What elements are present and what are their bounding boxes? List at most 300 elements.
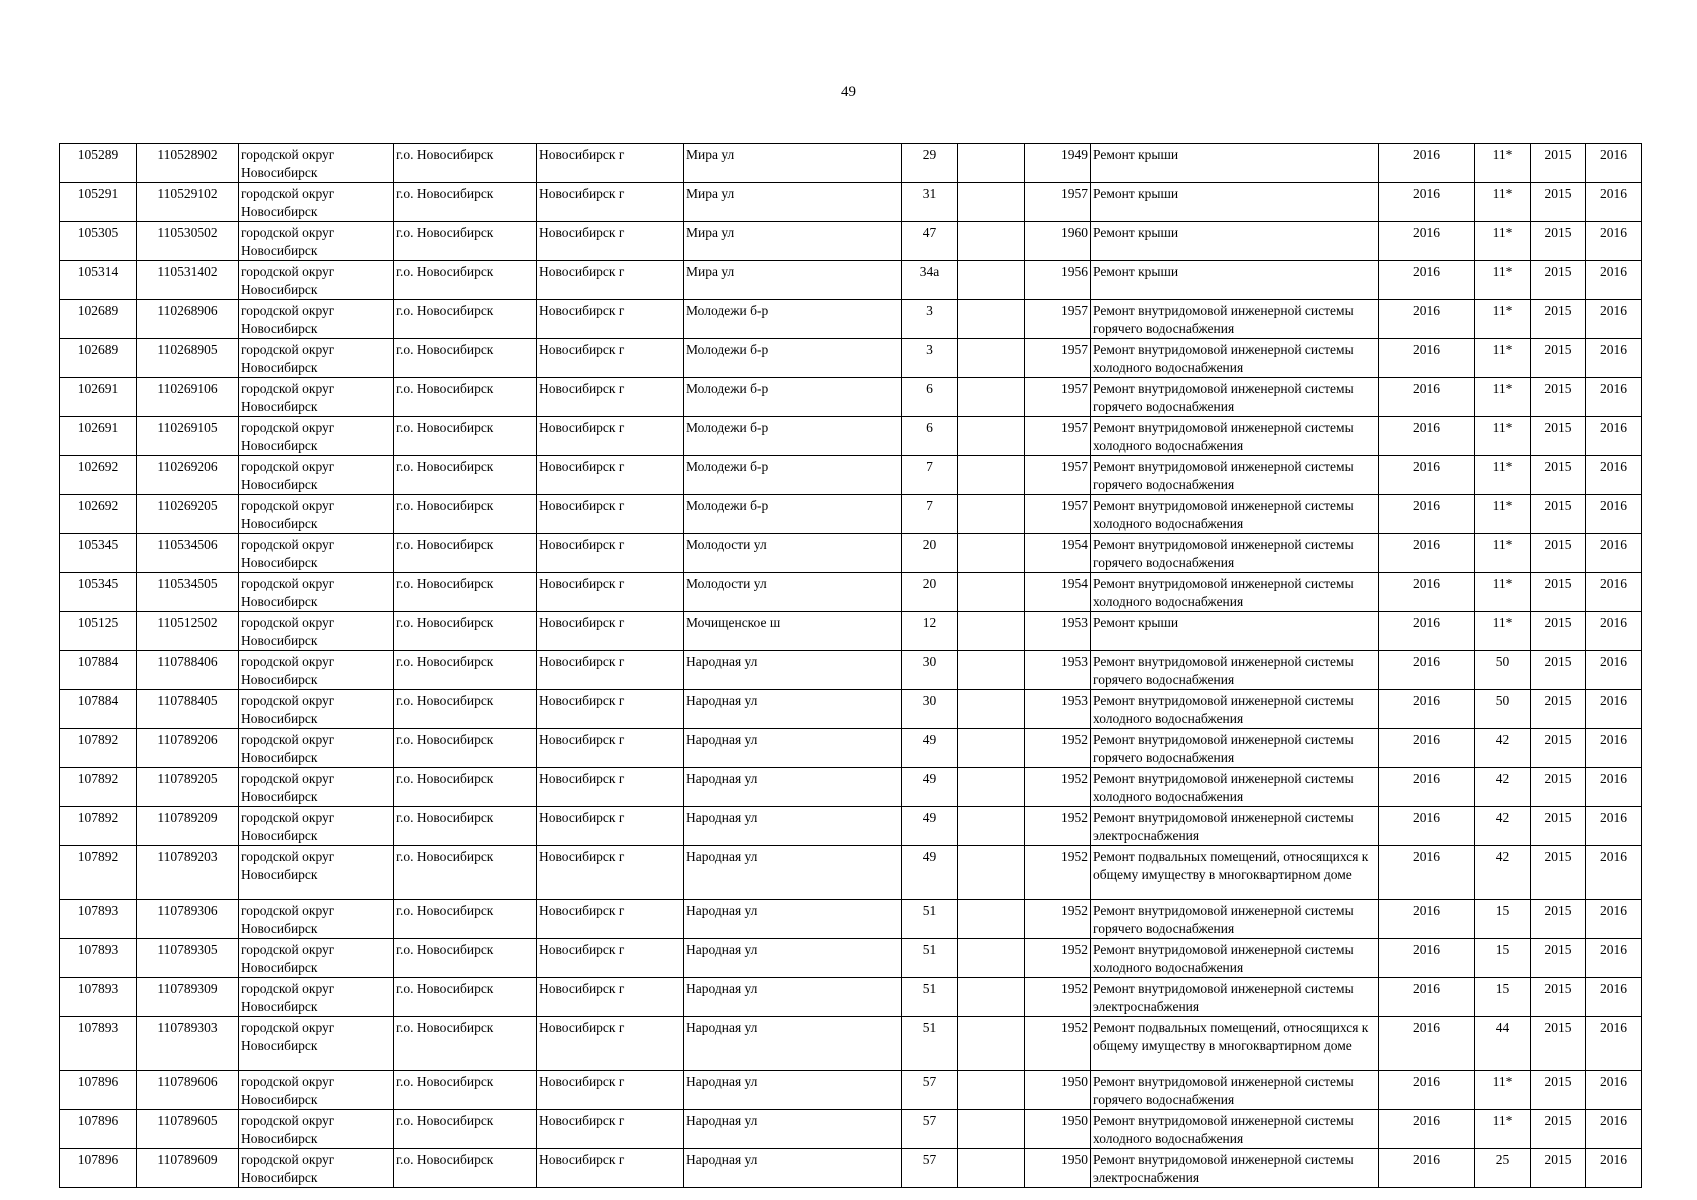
number-cell: 11* <box>1475 339 1531 378</box>
street-cell: Молодежи б-р <box>684 495 902 534</box>
work-code-cell: 110788405 <box>137 690 239 729</box>
building-cell <box>958 339 1025 378</box>
work-code-cell: 110269105 <box>137 417 239 456</box>
municipality-cell: г.о. Новосибирск <box>394 978 537 1017</box>
work-code-cell: 110529102 <box>137 183 239 222</box>
street-cell: Молодежи б-р <box>684 300 902 339</box>
plan-year-cell: 2016 <box>1379 456 1475 495</box>
municipal-district-cell: городской округ Новосибирск <box>239 1017 394 1071</box>
object-id-cell: 107884 <box>60 690 137 729</box>
street-cell: Мочищенское ш <box>684 612 902 651</box>
city-cell: Новосибирск г <box>537 378 684 417</box>
number-cell: 11* <box>1475 417 1531 456</box>
period-start-cell: 2015 <box>1531 300 1586 339</box>
table-row <box>60 378 1642 417</box>
work-code-cell: 110269106 <box>137 378 239 417</box>
period-end-cell: 2016 <box>1586 573 1642 612</box>
construction-year-cell: 1952 <box>1025 939 1091 978</box>
period-start-cell: 2015 <box>1531 612 1586 651</box>
building-cell <box>958 651 1025 690</box>
house-number-cell: 30 <box>902 651 958 690</box>
table-row <box>60 1071 1642 1110</box>
municipal-district-cell: городской округ Новосибирск <box>239 300 394 339</box>
object-id-cell: 105305 <box>60 222 137 261</box>
work-code-cell: 110789306 <box>137 900 239 939</box>
table-row <box>60 768 1642 807</box>
municipal-district-cell: городской округ Новосибирск <box>239 729 394 768</box>
building-cell <box>958 183 1025 222</box>
period-start-cell: 2015 <box>1531 846 1586 900</box>
object-id-cell: 102692 <box>60 495 137 534</box>
city-cell: Новосибирск г <box>537 690 684 729</box>
building-cell <box>958 900 1025 939</box>
page-number: 49 <box>841 84 856 100</box>
building-cell <box>958 417 1025 456</box>
work-code-cell: 110789605 <box>137 1110 239 1149</box>
building-cell <box>958 300 1025 339</box>
building-cell <box>958 534 1025 573</box>
plan-year-cell: 2016 <box>1379 183 1475 222</box>
object-id-cell: 105345 <box>60 534 137 573</box>
plan-year-cell: 2016 <box>1379 261 1475 300</box>
building-cell <box>958 1110 1025 1149</box>
period-start-cell: 2015 <box>1531 1110 1586 1149</box>
work-type-cell: Ремонт внутридомовой инженерной системы холодного водоснабжения <box>1091 939 1379 978</box>
table-row <box>60 729 1642 768</box>
work-code-cell: 110789209 <box>137 807 239 846</box>
work-code-cell: 110789305 <box>137 939 239 978</box>
city-cell: Новосибирск г <box>537 978 684 1017</box>
street-cell: Мира ул <box>684 222 902 261</box>
period-start-cell: 2015 <box>1531 651 1586 690</box>
plan-year-cell: 2016 <box>1379 1017 1475 1071</box>
work-code-cell: 110789606 <box>137 1071 239 1110</box>
building-cell <box>958 456 1025 495</box>
number-cell: 15 <box>1475 978 1531 1017</box>
number-cell: 11* <box>1475 495 1531 534</box>
number-cell: 44 <box>1475 1017 1531 1071</box>
building-cell <box>958 846 1025 900</box>
work-code-cell: 110528902 <box>137 144 239 183</box>
work-code-cell: 110534505 <box>137 573 239 612</box>
object-id-cell: 107892 <box>60 846 137 900</box>
object-id-cell: 105291 <box>60 183 137 222</box>
period-end-cell: 2016 <box>1586 1071 1642 1110</box>
work-code-cell: 110269205 <box>137 495 239 534</box>
table-row <box>60 222 1642 261</box>
building-cell <box>958 978 1025 1017</box>
period-end-cell: 2016 <box>1586 339 1642 378</box>
municipal-district-cell: городской округ Новосибирск <box>239 978 394 1017</box>
municipality-cell: г.о. Новосибирск <box>394 729 537 768</box>
work-type-cell: Ремонт внутридомовой инженерной системы электроснабжения <box>1091 978 1379 1017</box>
city-cell: Новосибирск г <box>537 261 684 300</box>
city-cell: Новосибирск г <box>537 183 684 222</box>
street-cell: Молодежи б-р <box>684 417 902 456</box>
work-code-cell: 110512502 <box>137 612 239 651</box>
street-cell: Народная ул <box>684 900 902 939</box>
building-cell <box>958 690 1025 729</box>
work-type-cell: Ремонт внутридомовой инженерной системы холодного водоснабжения <box>1091 690 1379 729</box>
table-row <box>60 846 1642 900</box>
construction-year-cell: 1957 <box>1025 300 1091 339</box>
work-code-cell: 110789206 <box>137 729 239 768</box>
table-row <box>60 1110 1642 1149</box>
municipality-cell: г.о. Новосибирск <box>394 1110 537 1149</box>
period-end-cell: 2016 <box>1586 495 1642 534</box>
municipality-cell: г.о. Новосибирск <box>394 456 537 495</box>
municipality-cell: г.о. Новосибирск <box>394 573 537 612</box>
plan-year-cell: 2016 <box>1379 690 1475 729</box>
construction-year-cell: 1957 <box>1025 495 1091 534</box>
work-type-cell: Ремонт внутридомовой инженерной системы горячего водоснабжения <box>1091 456 1379 495</box>
number-cell: 11* <box>1475 300 1531 339</box>
work-code-cell: 110268906 <box>137 300 239 339</box>
building-cell <box>958 1149 1025 1188</box>
number-cell: 25 <box>1475 1149 1531 1188</box>
city-cell: Новосибирск г <box>537 573 684 612</box>
period-start-cell: 2015 <box>1531 144 1586 183</box>
plan-year-cell: 2016 <box>1379 1149 1475 1188</box>
work-type-cell: Ремонт подвальных помещений, относящихся к общему имуществу в многоквартирном доме <box>1091 846 1379 900</box>
object-id-cell: 107892 <box>60 729 137 768</box>
municipal-district-cell: городской округ Новосибирск <box>239 939 394 978</box>
period-end-cell: 2016 <box>1586 1017 1642 1071</box>
work-code-cell: 110789203 <box>137 846 239 900</box>
plan-year-cell: 2016 <box>1379 900 1475 939</box>
object-id-cell: 107893 <box>60 978 137 1017</box>
work-type-cell: Ремонт крыши <box>1091 612 1379 651</box>
period-end-cell: 2016 <box>1586 729 1642 768</box>
period-end-cell: 2016 <box>1586 378 1642 417</box>
street-cell: Молодежи б-р <box>684 339 902 378</box>
number-cell: 15 <box>1475 900 1531 939</box>
table-row <box>60 495 1642 534</box>
city-cell: Новосибирск г <box>537 846 684 900</box>
object-id-cell: 105289 <box>60 144 137 183</box>
period-start-cell: 2015 <box>1531 495 1586 534</box>
work-code-cell: 110534506 <box>137 534 239 573</box>
building-cell <box>958 729 1025 768</box>
house-number-cell: 31 <box>902 183 958 222</box>
table-row <box>60 573 1642 612</box>
work-type-cell: Ремонт внутридомовой инженерной системы электроснабжения <box>1091 807 1379 846</box>
house-number-cell: 51 <box>902 978 958 1017</box>
table-row <box>60 1149 1642 1188</box>
number-cell: 42 <box>1475 807 1531 846</box>
construction-year-cell: 1952 <box>1025 846 1091 900</box>
construction-year-cell: 1954 <box>1025 573 1091 612</box>
street-cell: Народная ул <box>684 1017 902 1071</box>
period-start-cell: 2015 <box>1531 261 1586 300</box>
table-row <box>60 144 1642 183</box>
house-number-cell: 49 <box>902 768 958 807</box>
municipality-cell: г.о. Новосибирск <box>394 417 537 456</box>
table-row <box>60 612 1642 651</box>
street-cell: Мира ул <box>684 261 902 300</box>
table-row <box>60 183 1642 222</box>
work-code-cell: 110789309 <box>137 978 239 1017</box>
house-number-cell: 47 <box>902 222 958 261</box>
municipality-cell: г.о. Новосибирск <box>394 1149 537 1188</box>
city-cell: Новосибирск г <box>537 1071 684 1110</box>
period-start-cell: 2015 <box>1531 807 1586 846</box>
object-id-cell: 107893 <box>60 939 137 978</box>
street-cell: Народная ул <box>684 846 902 900</box>
work-code-cell: 110269206 <box>137 456 239 495</box>
object-id-cell: 107896 <box>60 1110 137 1149</box>
work-type-cell: Ремонт внутридомовой инженерной системы горячего водоснабжения <box>1091 651 1379 690</box>
street-cell: Народная ул <box>684 1071 902 1110</box>
number-cell: 42 <box>1475 729 1531 768</box>
street-cell: Народная ул <box>684 807 902 846</box>
construction-year-cell: 1952 <box>1025 1017 1091 1071</box>
house-number-cell: 7 <box>902 495 958 534</box>
building-cell <box>958 261 1025 300</box>
municipal-district-cell: городской округ Новосибирск <box>239 495 394 534</box>
construction-year-cell: 1956 <box>1025 261 1091 300</box>
house-number-cell: 34а <box>902 261 958 300</box>
period-end-cell: 2016 <box>1586 690 1642 729</box>
house-number-cell: 49 <box>902 807 958 846</box>
period-end-cell: 2016 <box>1586 456 1642 495</box>
table-row <box>60 417 1642 456</box>
municipal-district-cell: городской округ Новосибирск <box>239 768 394 807</box>
plan-year-cell: 2016 <box>1379 495 1475 534</box>
work-type-cell: Ремонт внутридомовой инженерной системы горячего водоснабжения <box>1091 729 1379 768</box>
city-cell: Новосибирск г <box>537 807 684 846</box>
municipality-cell: г.о. Новосибирск <box>394 1071 537 1110</box>
municipal-district-cell: городской округ Новосибирск <box>239 573 394 612</box>
work-type-cell: Ремонт крыши <box>1091 183 1379 222</box>
street-cell: Народная ул <box>684 939 902 978</box>
municipality-cell: г.о. Новосибирск <box>394 222 537 261</box>
building-cell <box>958 768 1025 807</box>
municipality-cell: г.о. Новосибирск <box>394 339 537 378</box>
number-cell: 11* <box>1475 534 1531 573</box>
work-type-cell: Ремонт подвальных помещений, относящихся к общему имуществу в многоквартирном доме <box>1091 1017 1379 1071</box>
table-row <box>60 261 1642 300</box>
work-type-cell: Ремонт внутридомовой инженерной системы горячего водоснабжения <box>1091 378 1379 417</box>
work-code-cell: 110788406 <box>137 651 239 690</box>
table-row <box>60 690 1642 729</box>
building-cell <box>958 573 1025 612</box>
period-start-cell: 2015 <box>1531 456 1586 495</box>
city-cell: Новосибирск г <box>537 612 684 651</box>
street-cell: Народная ул <box>684 651 902 690</box>
plan-year-cell: 2016 <box>1379 768 1475 807</box>
construction-year-cell: 1957 <box>1025 378 1091 417</box>
period-end-cell: 2016 <box>1586 1149 1642 1188</box>
municipal-district-cell: городской округ Новосибирск <box>239 456 394 495</box>
object-id-cell: 102689 <box>60 339 137 378</box>
plan-year-cell: 2016 <box>1379 417 1475 456</box>
work-type-cell: Ремонт внутридомовой инженерной системы горячего водоснабжения <box>1091 1071 1379 1110</box>
building-cell <box>958 378 1025 417</box>
period-start-cell: 2015 <box>1531 768 1586 807</box>
street-cell: Мира ул <box>684 144 902 183</box>
period-start-cell: 2015 <box>1531 339 1586 378</box>
construction-year-cell: 1957 <box>1025 417 1091 456</box>
work-code-cell: 110789609 <box>137 1149 239 1188</box>
number-cell: 42 <box>1475 768 1531 807</box>
house-number-cell: 12 <box>902 612 958 651</box>
municipal-district-cell: городской округ Новосибирск <box>239 534 394 573</box>
municipal-district-cell: городской округ Новосибирск <box>239 651 394 690</box>
period-start-cell: 2015 <box>1531 378 1586 417</box>
period-end-cell: 2016 <box>1586 183 1642 222</box>
house-number-cell: 30 <box>902 690 958 729</box>
work-code-cell: 110530502 <box>137 222 239 261</box>
plan-year-cell: 2016 <box>1379 846 1475 900</box>
city-cell: Новосибирск г <box>537 144 684 183</box>
object-id-cell: 107893 <box>60 1017 137 1071</box>
municipal-district-cell: городской округ Новосибирск <box>239 690 394 729</box>
construction-year-cell: 1952 <box>1025 807 1091 846</box>
period-end-cell: 2016 <box>1586 846 1642 900</box>
number-cell: 50 <box>1475 651 1531 690</box>
period-end-cell: 2016 <box>1586 222 1642 261</box>
period-start-cell: 2015 <box>1531 534 1586 573</box>
city-cell: Новосибирск г <box>537 1110 684 1149</box>
object-id-cell: 102691 <box>60 417 137 456</box>
house-number-cell: 20 <box>902 573 958 612</box>
house-number-cell: 7 <box>902 456 958 495</box>
house-number-cell: 57 <box>902 1149 958 1188</box>
plan-year-cell: 2016 <box>1379 1110 1475 1149</box>
city-cell: Новосибирск г <box>537 729 684 768</box>
work-type-cell: Ремонт крыши <box>1091 261 1379 300</box>
city-cell: Новосибирск г <box>537 768 684 807</box>
city-cell: Новосибирск г <box>537 417 684 456</box>
plan-year-cell: 2016 <box>1379 339 1475 378</box>
building-cell <box>958 939 1025 978</box>
plan-year-cell: 2016 <box>1379 144 1475 183</box>
plan-year-cell: 2016 <box>1379 573 1475 612</box>
object-id-cell: 107892 <box>60 768 137 807</box>
work-type-cell: Ремонт внутридомовой инженерной системы горячего водоснабжения <box>1091 534 1379 573</box>
work-type-cell: Ремонт внутридомовой инженерной системы горячего водоснабжения <box>1091 900 1379 939</box>
municipal-district-cell: городской округ Новосибирск <box>239 183 394 222</box>
period-end-cell: 2016 <box>1586 978 1642 1017</box>
period-end-cell: 2016 <box>1586 900 1642 939</box>
period-end-cell: 2016 <box>1586 300 1642 339</box>
municipality-cell: г.о. Новосибирск <box>394 1017 537 1071</box>
construction-year-cell: 1952 <box>1025 900 1091 939</box>
construction-year-cell: 1957 <box>1025 456 1091 495</box>
house-number-cell: 51 <box>902 900 958 939</box>
house-number-cell: 6 <box>902 417 958 456</box>
plan-year-cell: 2016 <box>1379 222 1475 261</box>
municipality-cell: г.о. Новосибирск <box>394 183 537 222</box>
municipality-cell: г.о. Новосибирск <box>394 300 537 339</box>
city-cell: Новосибирск г <box>537 495 684 534</box>
construction-year-cell: 1949 <box>1025 144 1091 183</box>
construction-year-cell: 1950 <box>1025 1149 1091 1188</box>
building-cell <box>958 144 1025 183</box>
work-type-cell: Ремонт крыши <box>1091 222 1379 261</box>
work-code-cell: 110531402 <box>137 261 239 300</box>
street-cell: Мира ул <box>684 183 902 222</box>
period-start-cell: 2015 <box>1531 1017 1586 1071</box>
plan-year-cell: 2016 <box>1379 300 1475 339</box>
street-cell: Молодежи б-р <box>684 378 902 417</box>
city-cell: Новосибирск г <box>537 1017 684 1071</box>
house-number-cell: 49 <box>902 729 958 768</box>
table-row <box>60 300 1642 339</box>
city-cell: Новосибирск г <box>537 456 684 495</box>
object-id-cell: 107884 <box>60 651 137 690</box>
house-number-cell: 29 <box>902 144 958 183</box>
municipal-district-cell: городской округ Новосибирск <box>239 612 394 651</box>
work-type-cell: Ремонт внутридомовой инженерной системы горячего водоснабжения <box>1091 300 1379 339</box>
municipality-cell: г.о. Новосибирск <box>394 651 537 690</box>
table-row <box>60 534 1642 573</box>
table-row <box>60 339 1642 378</box>
municipality-cell: г.о. Новосибирск <box>394 768 537 807</box>
number-cell: 11* <box>1475 1110 1531 1149</box>
municipality-cell: г.о. Новосибирск <box>394 144 537 183</box>
municipal-district-cell: городской округ Новосибирск <box>239 900 394 939</box>
number-cell: 11* <box>1475 261 1531 300</box>
house-number-cell: 3 <box>902 300 958 339</box>
street-cell: Народная ул <box>684 1149 902 1188</box>
object-id-cell: 105125 <box>60 612 137 651</box>
number-cell: 11* <box>1475 612 1531 651</box>
municipal-district-cell: городской округ Новосибирск <box>239 378 394 417</box>
table-body <box>60 144 1642 1188</box>
work-type-cell: Ремонт внутридомовой инженерной системы холодного водоснабжения <box>1091 495 1379 534</box>
number-cell: 42 <box>1475 846 1531 900</box>
work-type-cell: Ремонт внутридомовой инженерной системы холодного водоснабжения <box>1091 573 1379 612</box>
municipality-cell: г.о. Новосибирск <box>394 534 537 573</box>
number-cell: 50 <box>1475 690 1531 729</box>
period-end-cell: 2016 <box>1586 261 1642 300</box>
period-start-cell: 2015 <box>1531 939 1586 978</box>
municipality-cell: г.о. Новосибирск <box>394 612 537 651</box>
municipality-cell: г.о. Новосибирск <box>394 261 537 300</box>
work-type-cell: Ремонт внутридомовой инженерной системы холодного водоснабжения <box>1091 768 1379 807</box>
construction-year-cell: 1950 <box>1025 1071 1091 1110</box>
table-row <box>60 651 1642 690</box>
municipality-cell: г.о. Новосибирск <box>394 939 537 978</box>
plan-year-cell: 2016 <box>1379 939 1475 978</box>
house-number-cell: 51 <box>902 939 958 978</box>
period-end-cell: 2016 <box>1586 144 1642 183</box>
period-start-cell: 2015 <box>1531 690 1586 729</box>
building-cell <box>958 1071 1025 1110</box>
municipal-district-cell: городской округ Новосибирск <box>239 1149 394 1188</box>
street-cell: Народная ул <box>684 729 902 768</box>
object-id-cell: 107896 <box>60 1149 137 1188</box>
period-end-cell: 2016 <box>1586 1110 1642 1149</box>
object-id-cell: 107893 <box>60 900 137 939</box>
table-row <box>60 807 1642 846</box>
city-cell: Новосибирск г <box>537 534 684 573</box>
period-start-cell: 2015 <box>1531 183 1586 222</box>
period-start-cell: 2015 <box>1531 417 1586 456</box>
work-type-cell: Ремонт крыши <box>1091 144 1379 183</box>
number-cell: 11* <box>1475 1071 1531 1110</box>
municipal-district-cell: городской округ Новосибирск <box>239 1110 394 1149</box>
period-start-cell: 2015 <box>1531 1071 1586 1110</box>
table-row <box>60 1017 1642 1071</box>
object-id-cell: 105345 <box>60 573 137 612</box>
building-cell <box>958 1017 1025 1071</box>
city-cell: Новосибирск г <box>537 651 684 690</box>
building-cell <box>958 807 1025 846</box>
object-id-cell: 102692 <box>60 456 137 495</box>
